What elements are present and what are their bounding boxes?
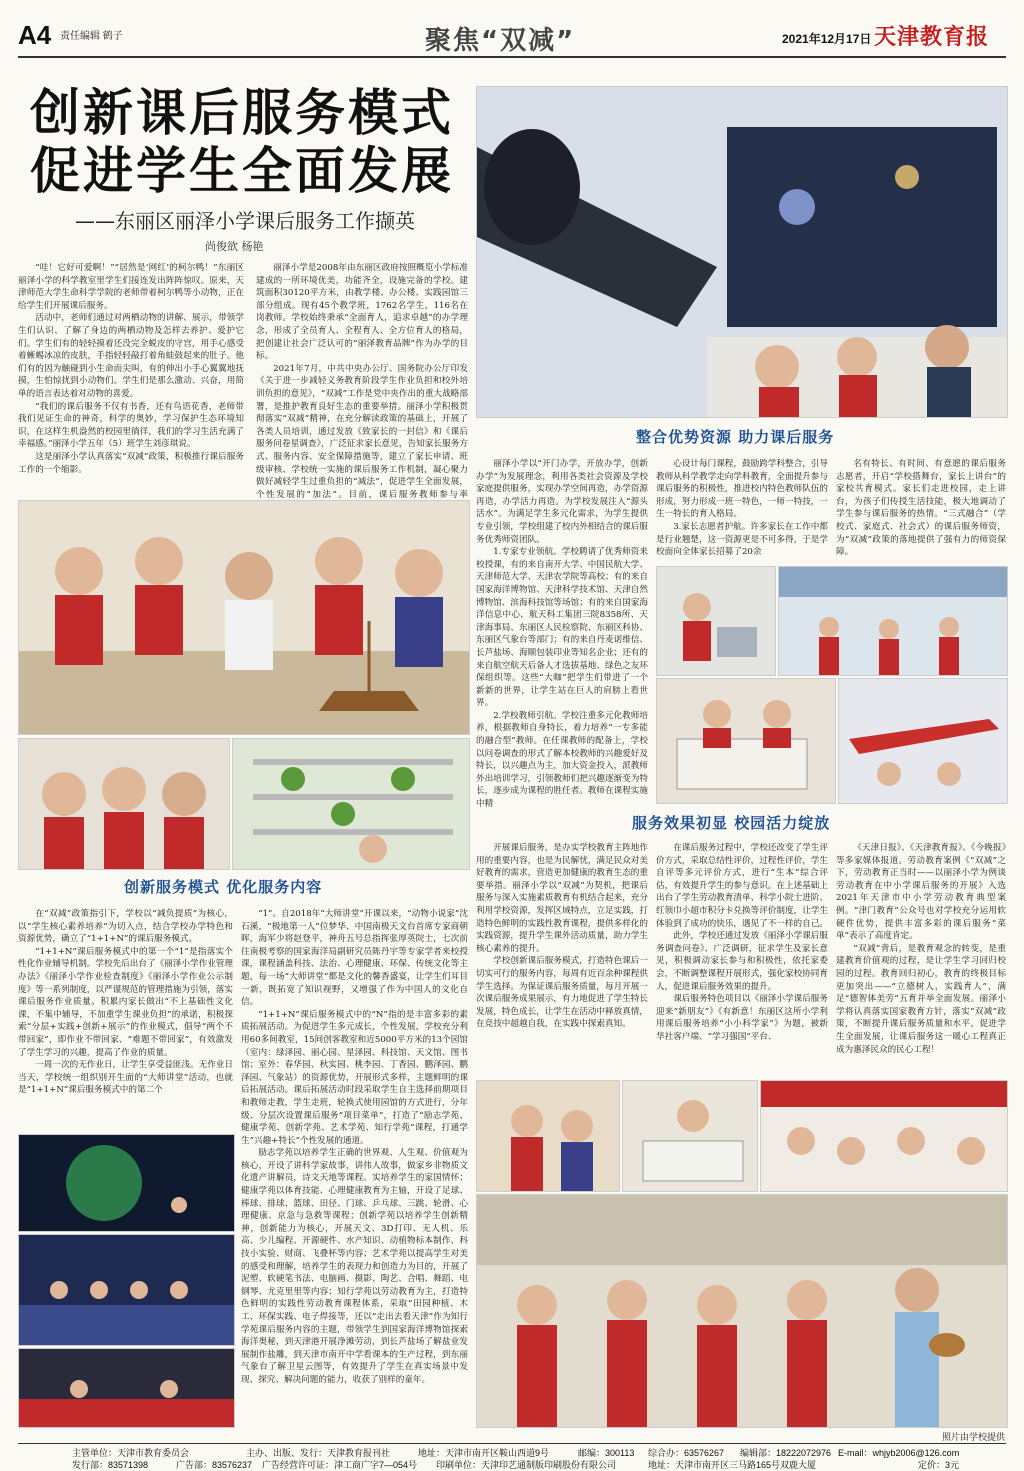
students-photo-illustration [19,739,229,869]
telescope-photo-illustration [477,87,1007,417]
section-heading-3: 服务效果初显 校园活力绽放 [632,814,831,832]
plants-photo-illustration [233,739,469,869]
paragraph: 学校创新课后服务模式，打造特色课后一切实可行的服务内容，每周有近百余种课程供学生选择。为保证课后服务质量，每月开展一次课后服务成果展示，有力地促进了学生特长发展，特色成长，让学生在活动中释放真情，在竞技中超越自我，在实践中探索真知。 [476,956,648,1030]
photo-classroom-group [760,1080,1008,1192]
classroom-photo-illustration [761,1081,1007,1191]
paragraph: 2021年7月，中共中央办公厅、国务院办公厅印发《关于进一步减轻义务教育阶段学生作业负担和校外培训负担的意见》，“双减”工作是党中央作出的重大战略部署，是推护教育良好生态的重要举措。丽泽小学积极贯彻落实“双减”精神，在充分解读政策的基础上，开展了各类人员培训，通过发放《致家长的一封信》和《课后服务问卷星调查》，广泛征求家长意见，告知家长服务方式、服务内容、安全保障措施等，建立了家长申请、班级审核、学校统一实施的课后服务工作机制，凝心聚力做好减轻学生过重负担的“减法”，促进学生全面发展，个性发展的“加法”。目前，课后服务教师参与率 [256,363,468,500]
paragraph: 在“双减”政策指引下，学校以“减负提质”为核心，以“学生核心素养培养”为切入点，结合学校办学特色和资源优势，确立了“1+1+N”的课后服务模式。 [18,909,233,945]
footer-supervisor: 主管单位：天津市教育委员会 [72,1448,190,1458]
paragraph: 丽泽小学以“开门办学，开放办学，创新办学”为发展理念，利用各类社会资源及学校家庭提供服务，实现办学空间再造，办学资源再造，办学活力再造。为学校发展注入“源头活水”。为满足学生多元化需求，为学生提供专业引领，学校组建了校内外相结合的课后服务优秀师资团队。 [476,459,648,545]
photo-museum-visit [778,566,1008,676]
paragraph: “1+1+N”课后服务模式中的第一个“1”是指落实个性化作业辅导机制。学校先后出台了《丽泽小学作业管理办法》《丽泽小学作业检查制度》《丽泽小学作业公示制度》等一系列制度，以严谨规范的管理措施为引领，落实课后服务作业质量。积累内家长做出“不上基础性文化课，不集中辅导，不加重学生课业负担”的承诺，积极探索“分层+实践+创新+展示”的作业模式，倡导“两个不带回家”，即作业不带回家、“难题不带回家”，有效激发了学生学习的兴趣，提高了作业的质量。 [18,946,233,1058]
ship-model-photo-illustration [19,501,469,734]
section1-column-3 [836,458,1006,562]
footer-distribution: 发行部：83571398 [72,1460,149,1470]
photo-hydroponic-plants [232,738,470,870]
paragraph: 此外，学校还通过发放《丽泽小学课后服务调查问卷》、广泛调研，征求学生及家长意见，积极调动家长参与和积极性，依托家委会，不断调整课程开展形式，强化家校协同育人，促进课后服务效果的提升。 [656,931,828,992]
paragraph: 心设计每门课程，鼓励跨学科整合，引导教师从科学教学走向学科教育，全面提升参与课后服务的积极性，推进校内特色教师队伍的形成，努力形成一班一特色，一师一特技，一生一特长的育人格局。 [656,459,828,520]
paragraph: 1.专家专业领航。学校聘请了优秀师资来校授课，有的来自南开大学、中国民航大学、天津师范大学、天津农学院等高校；有的来自国家海洋博物馆、天津科学技术馆、天津自然博物馆、滨海科技馆等场馆；有的来自国家海洋信息中心、航天科工集团三院8358所、天津海事局、东丽区人民检察院、东丽区科协、东丽区气象台等部门；有的来自丹麦诺维信、长芦盐场、海顺包装印业等知名企业；还有的来自航空航天后备人才选拔基地、绿色之友环保组织等。这些“大咖”把学生们带进了一个新新的世界，让学生站在巨人的肩膀上看世界。 [476,547,648,709]
section-title: 聚焦“双减” [425,26,576,56]
footer-printer-address: 地址：天津市南开区三马路165号双鹿大厦 [648,1460,817,1470]
ukulele-photo-illustration [477,1195,1007,1427]
footer-postcode: 邮编：300113 [578,1448,635,1458]
section2-column-2 [241,908,468,1424]
issue-date: 2021年12月17日 [782,32,872,46]
section3-column-3 [836,842,1006,1074]
byline: 尚俊欲 杨艳 [205,240,264,253]
footer-address: 地址：天津市南开区鞍山西道9号 [418,1448,550,1458]
paragraph: 在课后服务过程中，学校还改变了学生评价方式，采取总结性评价，过程性评价，学生自评等多元评价方式，进行“生本”综合评估，有效提升学生的参与意识。在上述基础上出台了学生劳动教育清单、科学小院士进阶、红领巾小超市积分卡兑换等评价制度，让学生体验到了成功的快乐，遇见了不一样的自己。 [656,843,828,929]
paragraph: 励志学苑以培养学生正确的世界观、人生观、价值观为核心，开设了讲科学家故事，讲伟人故事，做家乡非物质文化遗产讲解员，诗文天地等课程。实培养学生的家国情怀；健康学苑以体育技能、心理健康教育为主轴，开设了足球、棒球、排球、篮球、田径、门球、乒乓球、三跳、轮滑、心理健康、京急与急救等课程；创新学苑以培养学生创新精神，创新能力为核心，开展天文、3D打印、无人机、乐高、少儿编程、开源硬件、水产知识、动植物标本制作、科技小实验、财商、飞叠杯等内容；艺术学苑以提高学生对美的感受和理解，培养学生的表现力和创造力为目的，开展了泥塑、软硬笔书法、电脑画、摄影、陶艺、合唱、舞蹈、电钢琴、尤克里里等内容；知行学苑以劳动教育为主，打造特色鲜明的实践性劳动教育课程体系，采取“田园种植、木工、环保实践、电子焊接等，还以“走出去看天津”作为知行学苑课后服务内容的主题，带领学生到国家海洋博物馆探索海洋奥秘，到天津港开展净滩劳动，到长芦盐场了解盐业发展制作盐雕，到天津市南开中学看课本的生产过程，到东丽气象台了解卫星云图等，有效提升了学生在真实场景中发现、探究、解决问题的能力，收获了别样的童年。 [241,1148,468,1385]
photo-circuit-exhibit [656,678,836,804]
headline-line2: 促进学生全面发展 [30,142,454,200]
globe-photo-illustration [19,1135,234,1231]
paragraph: “1”。自2018年“大师讲堂”开课以来，“动物小说家”沈石溪，“极地第一人”位梦华、中国南极天文台首席专家商朝晖，海军少将赵登平，神舟五号总指挥张厚英院士，七次前往南极考察的国家海洋局副研究员陈丹宇等专家学者来校授课，课程涵盖科技、法治、心理健康、环保、传统文化等主题，每一场“大师讲堂”都是文化的馨香盛宴，让学生们耳目一新，既拓宽了知识视野，又增强了作为中国人的文化自信。 [241,909,468,1008]
section1-column-2 [656,458,828,562]
photo-credit: 照片由学校提供 [942,1432,1006,1442]
paragraph: 课后服务特色项目以《丽泽小学课后服务迎来“新朋友”》《有新意！东丽区这所小学利用课后服务培养“小小科学家”》为题，被新华社客户端、“学习强国”平台、 [656,994,828,1042]
footer-printer: 印刷单位：天津印艺通制版印刷股份有限公司 [436,1460,617,1470]
page-number: A4 [18,20,52,50]
photo-telescope-classroom [476,86,1008,418]
section1-column-1 [476,458,648,852]
section-heading-2: 创新服务模式 优化服务内容 [124,878,323,896]
paragraph: 3.家长志愿者护航。许多家长在工作中都是行业翘楚，这一资源更是不可多得，于是学校面向全体家长招募了20余 [656,521,828,558]
editor-credit: 责任编辑 鹤子 [60,31,123,42]
section-heading-1: 整合优势资源 助力课后服务 [636,428,835,446]
toy-photo-illustration [477,1081,619,1191]
aircraft-photo-illustration [839,679,1007,803]
paragraph: 2.学校教师引航。学校注重多元化教师培养，根据教师自身特长，着力培养“一专多能的融合型”教师。在任课教师的配备上，学校以问卷调查的形式了解本校教师的兴趣爱好及特长，以兴趣点为主，加大资金投入，派教师外出培训学习，引领教师们把兴趣逐渐变为特长，逐步成为课程的胜任者。教师在课程实施中精 [476,710,648,810]
paragraph: 这是丽泽小学认真落实“双减”政策，积极推行课后服务工作的一个缩影。 [18,451,244,475]
footer-row-1 [18,1446,1006,1458]
footer-price: 定价：3元 [918,1460,960,1470]
intro-column-1 [18,262,244,490]
experiment-photo-illustration [657,567,775,675]
photo-toy-making [476,1080,620,1192]
photo-stage-event [18,1348,235,1428]
intro-column-2 [256,262,468,500]
footer-editorial-phone: 编辑部：18222072976 [740,1448,832,1458]
workbench-photo-illustration [623,1081,757,1191]
headline-line1: 创新课后服务模式 [30,84,454,142]
footer-row-2 [18,1458,1006,1470]
photo-electronics-workbench [622,1080,758,1192]
paragraph: 一周一次的无作业日，让学生享受益匪浅。无作业日当天，学校统一组织别开生面的“大师讲堂”活动，也就是“1+1+N”课后服务模式中的第二个 [18,1060,233,1096]
paragraph: 《天津日报》、《天津教育报》、《今晚报》等多家媒体报道。劳动教育案例《“双减”之下，劳动教育正当时——以丽泽小学为例谈劳动教育在中小学课后服务的开展》入选2021年天津市中小学劳动教育典型案例。“津门教育”公众号也对学校充分运用软硬件优势，提供丰富多彩的课后服务“菜单”表示了高度肯定。 [836,843,1006,942]
choir-photo-illustration [19,1235,234,1345]
paragraph: “我们的课后服务不仅有书香，还有鸟语花香，老师带我们见证生命的神奇，科学的奥妙，学习保护生态环境知识，在这样生机盎然的校园里徜徉，我们的学习生活充满了幸福感。”丽泽小学五年（5）班学生刘彦琪说。 [18,401,244,450]
paragraph: 名有特长、有时间、有意愿的课后服务志愿者，开启“学校搭舞台，家长上讲台”的家校共育模式。家长们走进校园，走上讲台，为孩子们传授生活技能，极大地调动了学生参与课后服务的热情。“三式融合”（学校式、家庭式、社会式）的课后服务师资，为“双减”政策的落地提供了强有力的师资保障。 [836,459,1006,558]
footer-office-phone: 综合办：63576267 [648,1448,725,1458]
paragraph: 活动中，老师们通过对两栖动物的讲解、展示，带领学生们认识、了解了身边的两栖动物及怎样去养护、爱护它们。学生们有的轻轻摸着还没完全蜕皮的守宫，用手心感受着蜥蜴冰凉的皮肤，手指轻轻敲打着角蛙鼓起来的肚子。他们有的因为触碰到小生命而尖叫，有的伸出小手心翼翼地抚摸，生怕惊扰到小动物们。学生们是那么激动、兴奋，用简单的语言表达着对动物的喜爱。 [18,313,244,399]
masthead: 天津教育报 [874,24,990,50]
footer-rule [18,1443,1006,1444]
museum-photo-illustration [779,567,1007,675]
subheadline: ——东丽区丽泽小学课后服务工作撷英 [75,209,415,233]
photo-students-smiling [18,738,230,870]
paragraph: 开展课后服务，是办实学校教育主阵地作用的重要内容，也是为民解忧，满足民众对美好教育的需求，营造更加健康的教育生态的重要举措。丽泽小学以“双减”为契机，把课后服务与深入实施素质教育有机结合起来，充分利用学校资源，发挥区域特点，立足实践，打造特色鲜明的实践性教育课程，提供多样化的实践资源，提升学生课外活动质量，助力学生核心素养的提升。 [476,843,648,954]
footer-publisher: 主办、出版、发行：天津教育报刊社 [246,1448,391,1458]
footer-advertising: 广告部：83576237 [176,1460,253,1470]
photo-choir-performance [18,1234,235,1346]
photo-science-experiment [656,566,776,676]
photo-aircraft-model [838,678,1008,804]
photo-ship-model-activity [18,500,470,735]
header-rule [18,56,1006,58]
circuit-photo-illustration [657,679,835,803]
paragraph: “1+1+N”课后服务模式中的“N”指的是丰富多彩的素质拓展活动。为促进学生多元成长，个性发展，学校充分利用60多间教室，15间创客教室和近5000平方米的13个园馆（室内：绿泽园、丽心园、星泽园、科技馆、天文馆、图书馆；室外：春华园、秋实园、桃李园、丁香园、鹏泽园、鹏泽园、气象站）的资源优势，开展形式多样，主题鲜明的课后拓展活动。课后拓展活动时段采取学生自主选择前期项目和教师走教，学生走班，轮换式使用园馆的方式进行，分年级、分层次设置课后服务“项目菜单”，打造了“励志学苑、健康学苑、创新学苑、艺术学苑、知行学苑”课程，打通学生“兴趣+特长”个性发展的通道。 [241,1009,468,1146]
paragraph: “哇！它好可爱啊！”“居然是‘网红’的柯尔鸭！”东丽区丽泽小学的科学教室里学生们接连发出阵阵惊叹。原来，天津师范大学生命科学学院的老师带着柯尔鸭等小动物，正在给学生们开展课后服务。 [18,263,244,311]
section3-column-2 [656,842,828,1074]
photo-ukulele-class [476,1194,1008,1428]
paragraph: “双减”背后，是教育观念的转变，是重建教育价值观的过程，是让学生学习回归校园的过程。教育回归初心，教育的终极目标更加突出——“立德树人，实践育人”，满足“德智体美劳”五育并举全面发展。丽泽小学将认真落实国家教育方针，落实“双减”政策，不断提升课后服务质量和水平，促进学生全面发展，让课后服务这一暖心工程真正成为惠泽民众的民心工程！ [836,943,1006,1055]
footer-email: E-mail：whjyb2006@126.com [838,1448,960,1458]
footer-ad-license: 广告经营许可证：津工商广字7—054号 [262,1460,418,1470]
section3-column-1 [476,842,648,1074]
paragraph: 丽泽小学是2008年由东丽区政府按照概览小学标准建成的一所环境优美，功能齐全，设施完备的学校。建筑面积30120平方米，由教学楼、办公楼、实践园馆三部分组成。现有45个教学班，1762名学生，116名在岗教师。学校始终秉承“全面育人，追求卓越”的办学理念，形成了全员育人、全程育人、全方位育人的格局，把创建让社会广泛认可的“丽泽教育品牌”作为办学的目标。 [256,263,468,362]
photo-globe-show [18,1134,235,1232]
section2-column-1 [18,908,233,1130]
stage-photo-illustration [19,1349,234,1427]
